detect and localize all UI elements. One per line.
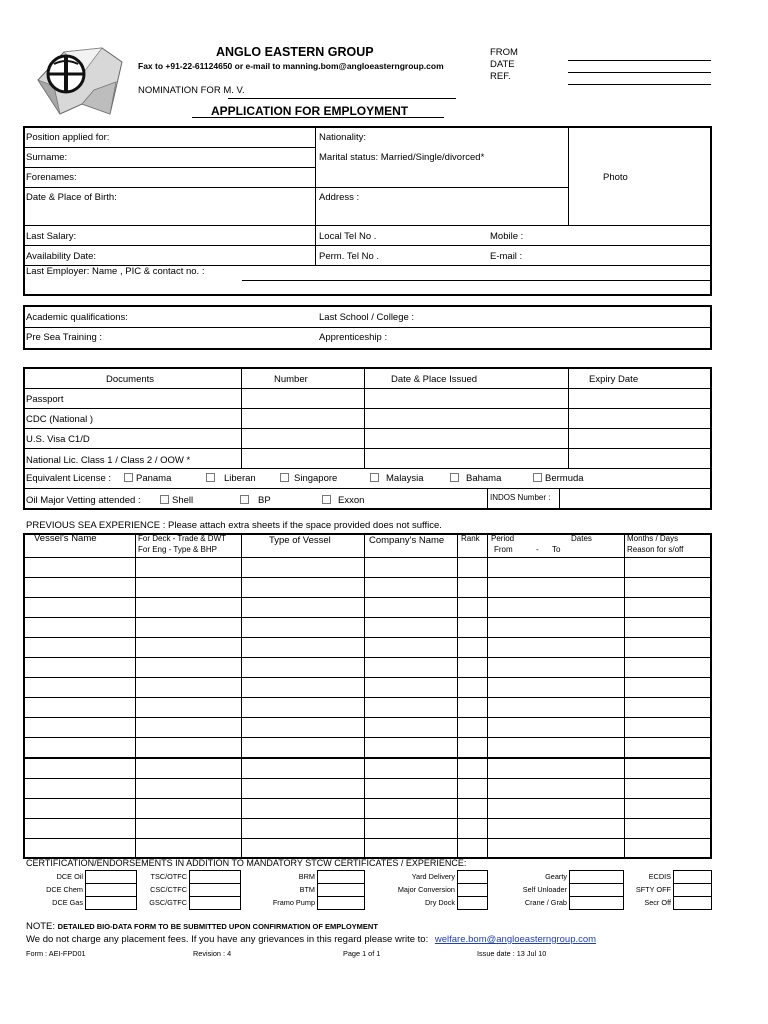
cert-csc-ctfc: CSC/CTFC [150, 885, 187, 894]
last-salary-label: Last Salary: [26, 231, 77, 242]
nomination-line[interactable] [228, 98, 456, 99]
page-number: Page 1 of 1 [343, 949, 381, 958]
cert-secr-off: Secr Off [644, 898, 671, 907]
fees-line [26, 934, 596, 946]
last-employer-label: Last Employer: Name , PIC & contact no. : [26, 266, 205, 277]
cert-brm: BRM [298, 872, 315, 881]
local-tel-label: Local Tel No . [319, 231, 377, 242]
cert-box-col1[interactable] [85, 870, 137, 910]
address-label: Address : [319, 192, 360, 203]
doc-row-passport: Passport [26, 394, 64, 405]
vetting-label: Oil Major Vetting attended : [26, 495, 141, 506]
cert-framo-pump: Framo Pump [272, 898, 315, 907]
col-reason-soff: Reason for s/off [627, 545, 684, 554]
date-label: DATE [490, 59, 515, 70]
surname-label: Surname: [26, 152, 68, 163]
academic-label: Academic qualifications: [26, 312, 128, 323]
issue-date: Issue date : 13 Jul 10 [477, 949, 547, 958]
equivalent-license-row [26, 473, 111, 485]
col-to: To [552, 545, 561, 554]
indos-label: INDOS Number : [490, 493, 551, 502]
ref-label: REF. [490, 71, 511, 82]
checkbox-icon[interactable] [533, 473, 542, 482]
email-label: E-mail : [490, 251, 523, 262]
cert-ecdis: ECDIS [648, 872, 671, 881]
doc-header-number: Number [274, 374, 308, 385]
checkbox-icon[interactable] [160, 495, 169, 504]
cert-sfty-off: SFTY OFF [635, 885, 671, 894]
note-text: DETAILED BIO-DATA FORM TO BE SUBMITTED UPON CONFIRMATION OF EMPLOYMENT [57, 922, 378, 931]
equiv-liberan[interactable]: Liberan [204, 473, 256, 485]
marital-status-label: Marital status: Married/Single/divorced* [319, 152, 485, 163]
doc-header-documents: Documents [106, 374, 155, 385]
col-dash: - [536, 545, 539, 554]
equiv-bermuda[interactable]: Bermuda [531, 473, 584, 485]
checkbox-icon[interactable] [322, 495, 331, 504]
cert-box-col5[interactable] [569, 870, 624, 910]
vetting-exxon[interactable]: Exxon [320, 495, 364, 507]
doc-row-us-visa: U.S. Visa C1/D [26, 434, 90, 445]
col-months-days: Months / Days [627, 534, 679, 543]
checkbox-icon[interactable] [450, 473, 459, 482]
cert-box-col3[interactable] [317, 870, 365, 910]
pre-sea-label: Pre Sea Training : [26, 332, 103, 343]
col-eng-type: For Eng - Type & BHP [138, 545, 217, 554]
sea-experience-table [23, 533, 712, 859]
forenames-label: Forenames: [26, 172, 77, 183]
form-title-underline [192, 117, 444, 118]
perm-tel-label: Perm. Tel No . [319, 251, 380, 262]
mobile-label: Mobile : [490, 231, 524, 242]
col-rank: Rank [461, 534, 480, 543]
photo-box-label[interactable]: Photo [603, 172, 628, 183]
availability-label: Availability Date: [26, 251, 97, 262]
apprenticeship-label: Apprenticeship : [319, 332, 388, 343]
cert-box-col2[interactable] [189, 870, 241, 910]
cert-box-col4[interactable] [457, 870, 488, 910]
doc-header-date-place: Date & Place Issued [391, 374, 478, 385]
cert-tsc-otfc: TSC/OTFC [150, 872, 187, 881]
doc-header-expiry: Expiry Date [589, 374, 639, 385]
equiv-bahama[interactable]: Bahama [448, 473, 501, 485]
cert-crane-grab: Crane / Grab [524, 898, 567, 907]
cert-major-conversion: Major Conversion [397, 885, 455, 894]
cert-gearty: Gearty [545, 872, 567, 881]
form-number: Form : AEI-FPD01 [26, 949, 86, 958]
certification-heading: CERTIFICATION/ENDORSEMENTS IN ADDITION TO MANDATORY STCW CERTIFICATES / EXPERIENCE: [26, 858, 467, 868]
col-vessel-name: Vessel's Name [34, 533, 97, 544]
equiv-malaysia[interactable]: Malaysia [368, 473, 424, 485]
col-deck-trade: For Deck - Trade & DWT [138, 534, 227, 543]
equiv-singapore[interactable]: Singapore [278, 473, 337, 485]
checkbox-icon[interactable] [124, 473, 133, 482]
checkbox-icon[interactable] [370, 473, 379, 482]
note-label: NOTE: [26, 921, 56, 932]
welfare-email-link[interactable]: welfare.bom@angloeasterngroup.com [434, 934, 597, 945]
company-name: ANGLO EASTERN GROUP [216, 45, 374, 59]
cert-self-unloader: Self Unloader [522, 885, 567, 894]
cert-dce-chem: DCE Chem [46, 885, 83, 894]
from-label: FROM [490, 47, 518, 58]
revision-number: Revision : 4 [193, 949, 232, 958]
checkbox-icon[interactable] [206, 473, 215, 482]
checkbox-icon[interactable] [240, 495, 249, 504]
vetting-shell[interactable]: Shell [158, 495, 193, 507]
vetting-bp[interactable]: BP [238, 495, 271, 507]
equiv-panama[interactable]: Panama [122, 473, 171, 485]
cert-dry-dock: Dry Dock [425, 898, 455, 907]
cert-btm: BTM [299, 885, 315, 894]
col-company: Company's Name [369, 535, 445, 546]
doc-row-cdc: CDC (National ) [26, 414, 94, 425]
form-title: APPLICATION FOR EMPLOYMENT [211, 104, 409, 118]
date-field[interactable] [568, 72, 711, 73]
col-from: From [494, 545, 513, 554]
cert-gsc-gtfc: GSC/GTFC [149, 898, 187, 907]
ref-field[interactable] [568, 84, 711, 85]
position-label: Position applied for: [26, 132, 110, 143]
checkbox-icon[interactable] [280, 473, 289, 482]
from-field[interactable] [568, 60, 711, 61]
dob-label: Date & Place of Birth: [26, 192, 117, 203]
nationality-label: Nationality: [319, 132, 366, 143]
cert-dce-oil: DCE Oil [56, 872, 83, 881]
nomination-label: NOMINATION FOR M. V. [138, 85, 245, 96]
fees-text: We do not charge any placement fees. If you have any grievances in this regard please write to: [26, 934, 429, 945]
col-period: Period [491, 534, 515, 543]
cert-dce-gas: DCE Gas [52, 898, 83, 907]
sea-experience-heading: PREVIOUS SEA EXPERIENCE : Please attach extra sheets if the space provided does not suffice. [26, 520, 442, 531]
cert-box-col6[interactable] [673, 870, 712, 910]
col-dates: Dates [571, 534, 592, 543]
fax-line: Fax to +91-22-61124650 or e-mail to manning.bom@angloeasterngroup.com [138, 61, 444, 71]
cert-yard-delivery: Yard Delivery [411, 872, 455, 881]
equivalent-license-label: Equivalent License : [26, 473, 112, 484]
last-school-label: Last School / College : [319, 312, 415, 323]
note-line [26, 921, 378, 933]
col-type-vessel: Type of Vessel [269, 535, 331, 546]
company-logo [24, 42, 126, 120]
doc-row-national-lic: National Lic. Class 1 / Class 2 / OOW * [26, 455, 191, 466]
